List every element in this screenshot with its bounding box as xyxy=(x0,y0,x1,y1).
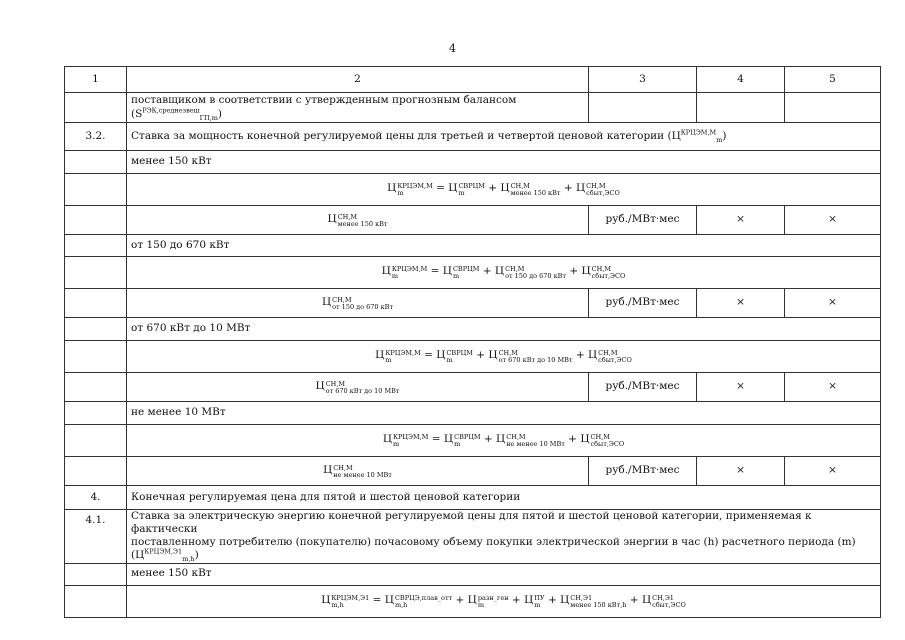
section-4-title: Конечная регулируемая цена для пятой и шестой ценовой категории xyxy=(127,486,881,510)
group-label: менее 150 кВт xyxy=(127,563,881,585)
section-3-2-row xyxy=(65,123,881,151)
cross-mark: × xyxy=(785,206,881,235)
intro-row xyxy=(65,93,881,123)
intro-cell: поставщиком в соответствии с утвержденным прогнозным балансом $(S^{РЭК,среднезвеш}_{ГП,m})$ xyxy=(127,93,589,123)
group-label-row xyxy=(65,318,881,341)
group-label: от 670 кВт до 10 МВт xyxy=(127,318,881,341)
header-cell-4: 4 xyxy=(697,67,785,93)
unit-row xyxy=(65,289,881,318)
section-number: 3.2. xyxy=(65,123,127,151)
section-4-row xyxy=(65,486,881,510)
formula-row xyxy=(65,425,881,457)
group-label-row xyxy=(65,402,881,425)
formula-energy: Ц КРЦЭМ,Э1 m,h = Ц СВРЦЭ,плав_отт m,h + Ц разн_ген m + Ц ПУ m + Ц СН,Э1 менее 150 кВт,h + Ц СН,Э1 сбыт,ЭСО xyxy=(127,585,881,617)
section-number: 4. xyxy=(65,486,127,510)
cross-mark: × xyxy=(785,373,881,402)
group-label-row xyxy=(65,151,881,174)
cross-mark: × xyxy=(697,289,785,318)
cross-mark: × xyxy=(785,289,881,318)
unit-cell: руб./МВт·мес xyxy=(589,289,697,318)
unit-row xyxy=(65,373,881,402)
formula-group-4: Ц КРЦЭМ,М m = Ц СВРЦМ m + Ц СН,М не менее 10 МВт + Ц СН,М сбыт,ЭСО xyxy=(127,425,881,457)
header-row xyxy=(65,67,881,93)
unit-row xyxy=(65,206,881,235)
formula-row xyxy=(65,585,881,617)
formula-row xyxy=(65,341,881,373)
component-label: Ц СН,М менее 150 кВт xyxy=(127,206,589,235)
tariff-table xyxy=(64,66,881,618)
cross-mark: × xyxy=(697,206,785,235)
group-label: от 150 до 670 кВт xyxy=(127,235,881,257)
section-4-1-row xyxy=(65,510,881,564)
unit-cell: руб./МВт·мес xyxy=(589,373,697,402)
formula-group-1: Ц КРЦЭМ,М m = Ц СВРЦМ m + Ц СН,М менее 150 кВт + Ц СН,М сбыт,ЭСО xyxy=(127,174,881,206)
header-cell-2: 2 xyxy=(127,67,589,93)
group-label-row xyxy=(65,235,881,257)
cross-mark: × xyxy=(785,457,881,486)
section-number: 4.1. xyxy=(65,510,127,564)
header-cell-3: 3 xyxy=(589,67,697,93)
group-label: не менее 10 МВт xyxy=(127,402,881,425)
cross-mark: × xyxy=(697,457,785,486)
header-cell-1: 1 xyxy=(65,67,127,93)
unit-cell: руб./МВт·мес xyxy=(589,206,697,235)
group-label-row xyxy=(65,563,881,585)
component-label: Ц СН,М от 670 кВт до 10 МВт xyxy=(127,373,589,402)
component-label: Ц СН,М не менее 10 МВт xyxy=(127,457,589,486)
page-number: 4 xyxy=(449,42,456,55)
formula-row xyxy=(65,174,881,206)
component-label: Ц СН,М от 150 до 670 кВт xyxy=(127,289,589,318)
formula-group-2: Ц КРЦЭМ,М m = Ц СВРЦМ m + Ц СН,М от 150 до 670 кВт + Ц СН,М сбыт,ЭСО xyxy=(127,257,881,289)
unit-row xyxy=(65,457,881,486)
header-cell-5: 5 xyxy=(785,67,881,93)
section-4-1-title: Ставка за электрическую энергию конечной регулируемой цены для пятой и шестой ценовой категории, применяемая к фактически поставленному потребителю (покупателю) почасовому объему покупки электрической энергии в час (h) расчетного периода (m) $(Ц^{КРЦЭМ,Э1}_{m,h})$ xyxy=(127,510,881,564)
unit-cell: руб./МВт·мес xyxy=(589,457,697,486)
group-label: менее 150 кВт xyxy=(127,151,881,174)
cross-mark: × xyxy=(697,373,785,402)
section-3-2-title: Ставка за мощность конечной регулируемой цены для третьей и четвертой ценовой категории $(Ц^{КРЦЭМ,М}_m)$ xyxy=(127,123,881,151)
formula-group-3: Ц КРЦЭМ,М m = Ц СВРЦМ m + Ц СН,М от 670 кВт до 10 МВт + Ц СН,М сбыт,ЭСО xyxy=(127,341,881,373)
formula-row xyxy=(65,257,881,289)
